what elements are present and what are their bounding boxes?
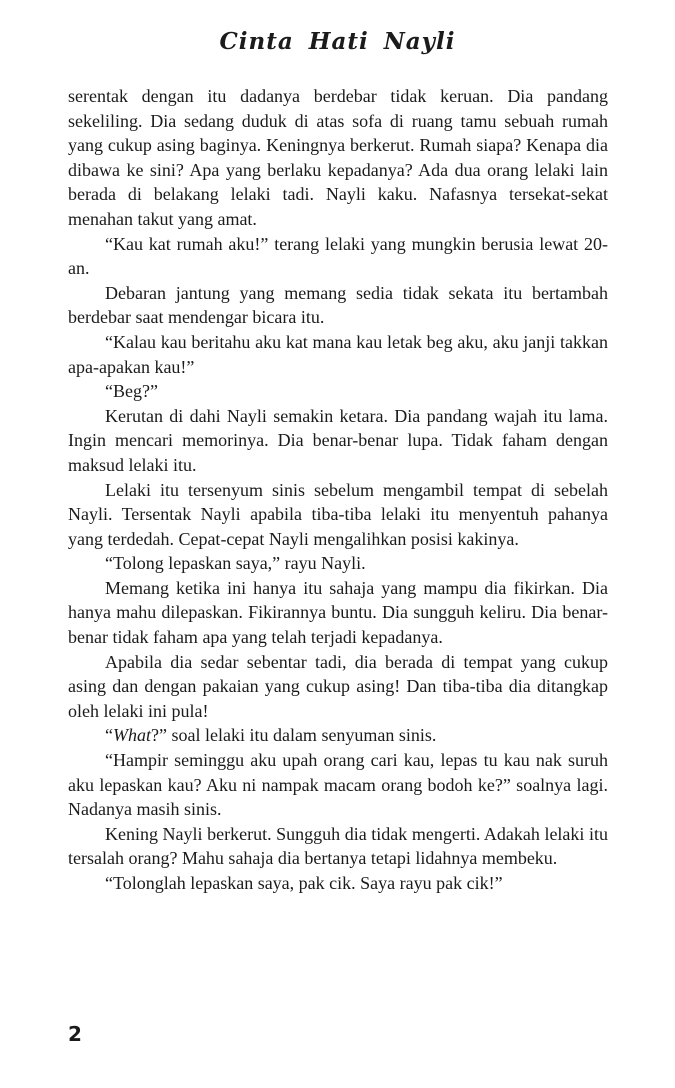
text-segment: Lelaki itu tersenyum sinis sebelum mengambil tempat di sebelah Nayli. Tersentak Nayli apabila tiba-tiba lelaki itu menyentuh pahanya yang terdedah. Cepat-cepat Nayli mengalihkan posisi kakinya.	[68, 479, 608, 549]
paragraph	[68, 478, 608, 552]
paragraph	[68, 281, 608, 330]
text-segment: “Tolonglah lepaskan saya, pak cik. Saya rayu pak cik!”	[105, 873, 503, 893]
paragraph	[68, 404, 608, 478]
text-segment: “Kalau kau beritahu aku kat mana kau letak beg aku, aku janji takkan apa-apakan kau!”	[68, 331, 608, 377]
paragraph	[68, 379, 608, 404]
paragraph	[68, 330, 608, 379]
body-text	[68, 84, 608, 896]
paragraph	[68, 232, 608, 281]
paragraph	[68, 84, 608, 232]
paragraph	[68, 748, 608, 822]
running-header	[0, 28, 675, 55]
text-segment: serentak dengan itu dadanya berdebar tidak keruan. Dia pandang sekeliling. Dia sedang duduk di atas sofa di ruang tamu sebuah rumah yang cukup asing baginya. Keningnya berkerut. Rumah siapa? Kenapa dia dibawa ke sini? Apa yang berlaku kepadanya? Ada dua orang lelaki lain berada di belakang lelaki tadi. Nayli kaku. Nafasnya tersekat-sekat menahan takut yang amat.	[68, 86, 608, 229]
text-segment: ?” soal lelaki itu dalam senyuman sinis.	[151, 725, 437, 746]
text-segment: “Beg?”	[105, 381, 158, 402]
text-segment: “Kau kat rumah aku!” terang lelaki yang mungkin berusia lewat 20-an.	[68, 233, 608, 279]
paragraph	[68, 551, 608, 576]
paragraph	[68, 576, 608, 650]
text-segment: Debaran jantung yang memang sedia tidak sekata itu bertambah berdebar saat mendengar bicara itu.	[68, 282, 608, 328]
running-title: Cinta Hati Nayli	[219, 28, 456, 55]
text-segment: “	[105, 725, 113, 746]
paragraph	[68, 871, 608, 896]
italic-text-segment: What	[113, 725, 151, 746]
paragraph	[68, 723, 608, 748]
text-segment: Kerutan di dahi Nayli semakin ketara. Dia pandang wajah itu lama. Ingin mencari memorinya. Dia benar-benar lupa. Tidak faham dengan maksud lelaki itu.	[68, 405, 608, 475]
paragraph	[68, 822, 608, 871]
page-number: 2	[68, 1022, 82, 1046]
text-segment: Apabila dia sedar sebentar tadi, dia berada di tempat yang cukup asing dan dengan pakaian yang cukup asing! Dan tiba-tiba dia ditangkap oleh lelaki ini pula!	[68, 651, 608, 721]
paragraph	[68, 650, 608, 724]
text-segment: Kening Nayli berkerut. Sungguh dia tidak mengerti. Adakah lelaki itu tersalah orang? Mahu sahaja dia bertanya tetapi lidahnya membeku.	[68, 823, 608, 869]
text-segment: Memang ketika ini hanya itu sahaja yang mampu dia fikirkan. Dia hanya mahu dilepaskan. Fikirannya buntu. Dia sungguh keliru. Dia benar-benar tidak faham apa yang telah terjadi kepadanya.	[68, 577, 608, 648]
text-segment: “Hampir seminggu aku upah orang cari kau, lepas tu kau nak suruh aku lepaskan kau? Aku ni nampak macam orang bodoh ke?” soalnya lagi. Nadanya masih sinis.	[68, 750, 608, 820]
text-segment: “Tolong lepaskan saya,” rayu Nayli.	[105, 553, 366, 574]
